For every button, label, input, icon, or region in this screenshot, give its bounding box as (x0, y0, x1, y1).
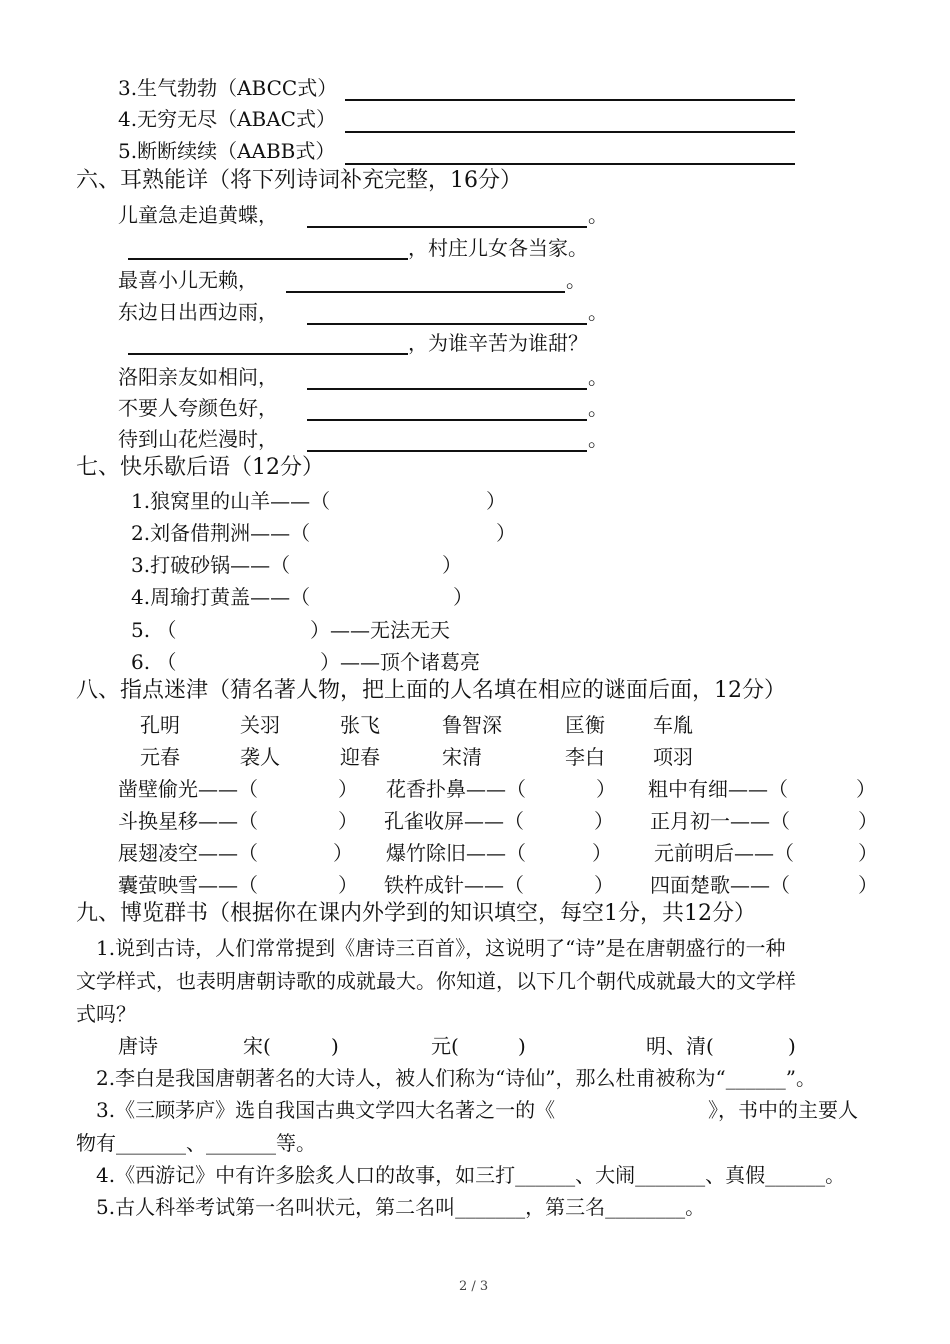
answer-line[interactable] (128, 353, 408, 355)
riddle-item: 正月初一——（ (650, 809, 790, 833)
character-name: 关羽 (240, 713, 280, 737)
close-paren: ） (333, 841, 353, 865)
dynasty-yuan: 元( (431, 1034, 459, 1058)
xiehouyu-item-3: 3.打破砂锅——（ (131, 553, 291, 577)
dynasty-song: 宋( (243, 1034, 271, 1058)
poem-line-text: 。 (588, 396, 608, 420)
section-9-heading: 九、博览群书（根据你在课内外学到的知识填空，每空1分，共12分） (76, 901, 756, 926)
riddle-item: 粗中有细——（ (648, 777, 788, 801)
poem-line-text: 。 (588, 203, 608, 227)
section-6-heading: 六、耳熟能详（将下列诗词补充完整，16分） (76, 168, 522, 193)
xiehouyu-tail-6: ）——顶个诸葛亮 (320, 650, 480, 674)
character-name: 元春 (140, 745, 180, 769)
poem-line-text: 。 (588, 300, 608, 324)
character-name: 鲁智深 (442, 713, 502, 737)
poem-line-text: 。 (588, 365, 608, 389)
riddle-item: 元前明后——（ (654, 841, 794, 865)
riddle-item: 孔雀收屏——（ (384, 809, 524, 833)
question-3-line-1a: 3.《三顾茅庐》选自我国古典文学四大名著之一的《 (96, 1098, 556, 1122)
riddle-item: 爆竹除旧——（ (386, 841, 526, 865)
question-2: 2.李白是我国唐朝著名的大诗人，被人们称为“诗仙”，那么杜甫被称为“______”。 (96, 1066, 816, 1090)
close-paren: ） (858, 809, 878, 833)
question-3-line-2: 物有_______、_______等。 (76, 1131, 316, 1155)
close-paren: ） (592, 841, 612, 865)
question-5: 5.古人科举考试第一名叫状元，第二名叫_______，第三名________。 (96, 1195, 706, 1219)
answer-line[interactable] (307, 419, 587, 421)
answer-line[interactable] (286, 291, 565, 293)
answer-line[interactable] (345, 131, 795, 133)
answer-line[interactable] (307, 450, 587, 452)
answer-line[interactable] (307, 226, 587, 228)
character-name: 项羽 (653, 745, 693, 769)
poem-line-text: 洛阳亲友如相问， (118, 365, 278, 389)
close-paren: ） (594, 873, 614, 897)
dynasty-ming-qing: 明、清( (646, 1034, 714, 1058)
close-paren: ） (856, 777, 876, 801)
answer-line[interactable] (307, 323, 587, 325)
poem-line-text: ，村庄儿女各当家。 (408, 236, 588, 260)
answer-line[interactable] (345, 99, 795, 101)
riddle-item: 铁杵成针——（ (384, 873, 524, 897)
question-3-line-1b: 》，书中的主要人 (708, 1098, 858, 1122)
answer-line[interactable] (345, 163, 795, 165)
riddle-item: 展翅凌空——（ (118, 841, 258, 865)
xiehouyu-item-4: 4.周瑜打黄盖——（ (131, 585, 311, 609)
section-7-heading: 七、快乐歇后语（12分） (76, 455, 324, 480)
character-name: 宋清 (442, 745, 482, 769)
close-paren: ） (594, 809, 614, 833)
dynasty-tang: 唐诗 (118, 1034, 158, 1058)
character-name: 袭人 (240, 745, 280, 769)
poem-line-text: 最喜小儿无赖， (118, 268, 258, 292)
page-number: 2 / 3 (459, 1279, 489, 1294)
idiom-item-3: 3.生气勃勃（ABCC式） (118, 76, 338, 100)
close-paren: ） (486, 489, 506, 513)
close-paren: ) (518, 1034, 526, 1058)
close-paren: ） (596, 777, 616, 801)
riddle-item: 花香扑鼻——（ (386, 777, 526, 801)
character-name: 张飞 (340, 713, 380, 737)
idiom-item-4: 4.无穷无尽（ABAC式） (118, 107, 336, 131)
close-paren: ) (331, 1034, 339, 1058)
poem-line-text: 儿童急走追黄蝶， (118, 203, 278, 227)
close-paren: ) (788, 1034, 796, 1058)
character-name: 李白 (565, 745, 605, 769)
close-paren: ） (453, 585, 473, 609)
answer-line[interactable] (128, 258, 408, 260)
poem-line-text: 待到山花烂漫时， (118, 427, 278, 451)
section-8-heading: 八、指点迷津（猜名著人物，把上面的人名填在相应的谜面后面，12分） (76, 678, 786, 703)
question-4: 4.《西游记》中有许多脍炙人口的故事，如三打______、大闹_______、真假______。 (96, 1163, 846, 1187)
close-paren: ） (338, 809, 358, 833)
close-paren: ） (858, 841, 878, 865)
poem-line-text: 不要人夸颜色好， (118, 396, 278, 420)
riddle-item: 凿壁偷光——（ (118, 777, 258, 801)
close-paren: ） (338, 873, 358, 897)
xiehouyu-tail-5: ）——无法无天 (310, 618, 450, 642)
poem-line-text: 。 (588, 427, 608, 451)
character-name: 孔明 (140, 713, 180, 737)
xiehouyu-item-5: 5. （ (131, 618, 177, 642)
close-paren: ） (496, 521, 516, 545)
close-paren: ） (442, 553, 462, 577)
close-paren: ） (858, 873, 878, 897)
xiehouyu-item-2: 2.刘备借荆洲——（ (131, 521, 311, 545)
question-1-line-3: 式吗？ (76, 1002, 136, 1026)
xiehouyu-item-1: 1.狼窝里的山羊——（ (131, 489, 331, 513)
question-1-line-2: 文学样式，也表明唐朝诗歌的成就最大。你知道，以下几个朝代成就最大的文学样 (76, 969, 796, 993)
character-name: 车胤 (653, 713, 693, 737)
poem-line-text: 东边日出西边雨， (118, 300, 278, 324)
answer-line[interactable] (307, 388, 587, 390)
poem-line-text: ，为谁辛苦为谁甜？ (408, 331, 588, 355)
xiehouyu-item-6: 6. （ (131, 650, 177, 674)
close-paren: ） (338, 777, 358, 801)
question-1-line-1: 1.说到古诗，人们常常提到《唐诗三百首》，这说明了“诗”是在唐朝盛行的一种 (96, 936, 786, 960)
character-name: 迎春 (340, 745, 380, 769)
riddle-item: 囊萤映雪——（ (118, 873, 258, 897)
riddle-item: 斗换星移——（ (118, 809, 258, 833)
riddle-item: 四面楚歌——（ (650, 873, 790, 897)
character-name: 匡衡 (565, 713, 605, 737)
poem-line-text: 。 (566, 268, 586, 292)
idiom-item-5: 5.断断续续（AABB式） (118, 139, 336, 163)
